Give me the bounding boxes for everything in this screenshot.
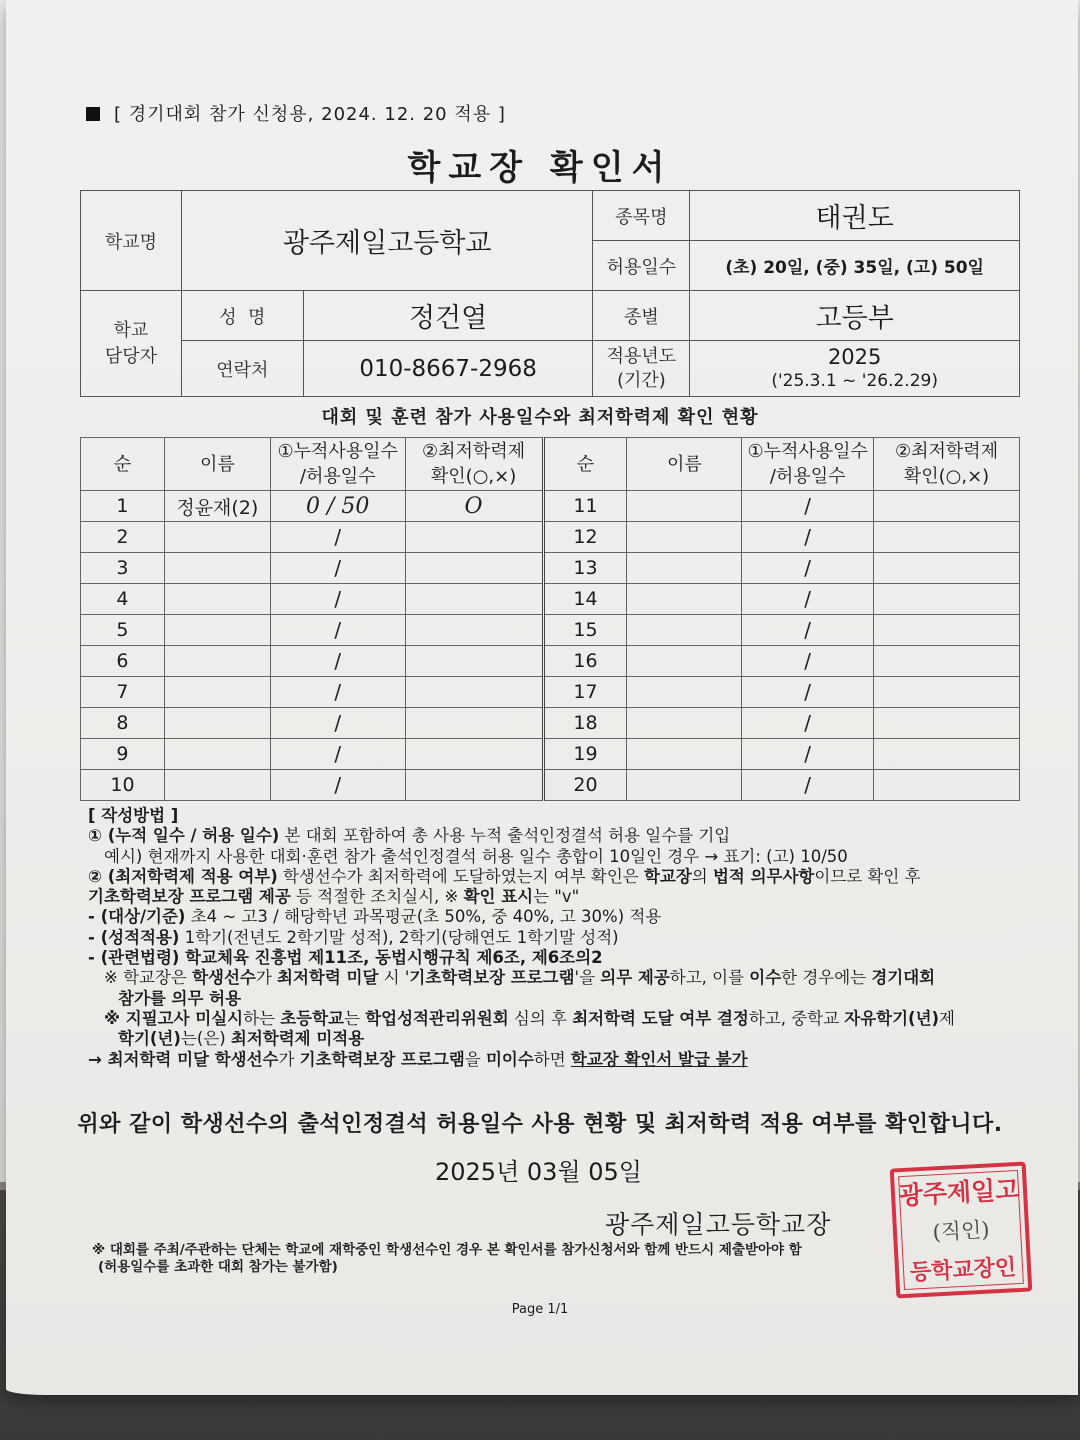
instruction-law	[88, 948, 1028, 968]
row-number: 10	[81, 770, 165, 801]
min-grade-check-right	[874, 553, 1020, 584]
col-header-no-right: 순	[543, 438, 627, 491]
instruction-term: 기초학력보장 프로그램 제공	[88, 887, 291, 907]
instruction-text: 등 적절한 조치실시, ※	[290, 887, 464, 907]
min-grade-check-right	[874, 770, 1020, 801]
student-name-right	[627, 739, 742, 770]
days-used: /	[270, 770, 405, 801]
days-used: /	[270, 584, 405, 615]
row-number-right: 17	[543, 677, 627, 708]
instruction-example: 예시) 현재까지 사용한 대회·훈련 참가 출석인정결석 허용 일수 총합이 10일인 경우 → 표기: (고) 10/50	[104, 846, 848, 866]
min-grade-check-right	[874, 615, 1020, 646]
student-name	[164, 646, 270, 677]
instruction-term: ② (최저학력제 적용 여부)	[88, 866, 278, 886]
instruction-text: 시 '	[378, 968, 410, 988]
row-number: 5	[81, 615, 165, 646]
student-name	[164, 770, 270, 801]
page-title: 학교장 확인서	[407, 148, 673, 188]
year-label: 적용년도 (기간)	[593, 341, 690, 397]
instruction-text: 가	[255, 968, 278, 988]
instructions-heading: [ 작성방법 ]	[88, 806, 179, 825]
min-grade-check-right	[874, 708, 1020, 739]
instruction-warning	[88, 1050, 1028, 1070]
instruction-term: ※ 지필고사 미실시	[104, 1008, 244, 1028]
instruction-text: 이므로 확인 후	[814, 866, 921, 886]
table-row	[81, 708, 1020, 739]
row-number-right: 16	[543, 646, 627, 677]
year-cell	[690, 341, 1020, 397]
name-label: 성 명	[181, 291, 303, 341]
instruction-text: 제	[939, 1008, 955, 1028]
student-name	[164, 522, 270, 553]
row-number-right: 18	[543, 708, 627, 739]
student-name-right	[627, 491, 742, 522]
min-grade-check-right	[874, 522, 1020, 553]
official-seal-stamp	[890, 1162, 1033, 1299]
footnote-line-2: (허용일수를 초과한 대회 참가는 불가함)	[98, 1259, 338, 1275]
min-grade-check-right	[874, 646, 1020, 677]
student-name-right	[627, 677, 742, 708]
days-used-right: /	[742, 615, 874, 646]
student-name-right	[627, 646, 742, 677]
days-used: 0 / 50	[270, 491, 405, 522]
instruction-term: 학교장	[643, 866, 692, 886]
header-note-text: [ 경기대회 참가 신청용, 2024. 12. 20 적용 ]	[114, 104, 506, 125]
division-value: 고등부	[690, 291, 1020, 341]
instruction-term: 기초학력보장 프로그램	[409, 968, 575, 988]
min-grade-check	[405, 708, 543, 739]
min-grade-check	[405, 522, 543, 553]
row-number-right: 14	[543, 584, 627, 615]
instruction-note-1	[88, 968, 1028, 988]
instruction-text: ※ 학교장	[104, 968, 171, 988]
row-number: 1	[81, 491, 165, 522]
row-number-right: 13	[543, 553, 627, 584]
min-grade-check	[405, 584, 543, 615]
min-grade-check	[405, 770, 543, 801]
instruction-term: 기초학력보장 프로그램	[299, 1049, 465, 1069]
instruction-term: 법적 의무사항	[712, 866, 815, 886]
instruction-line-3	[88, 887, 1028, 907]
instruction-term: 의무 제공	[600, 968, 670, 988]
allowed-days-label: 허용일수	[593, 241, 690, 291]
instruction-text: 는	[344, 1008, 366, 1028]
days-used: /	[270, 522, 405, 553]
instruction-target	[88, 907, 1028, 927]
instruction-term: 이수	[749, 968, 782, 988]
min-grade-check: O	[405, 491, 543, 522]
instruction-term: - (관련법령)	[88, 948, 180, 968]
min-grade-check-right	[874, 739, 1020, 770]
instruction-text: 한 경우에는	[781, 968, 872, 988]
days-used: /	[270, 646, 405, 677]
instruction-text: 을	[464, 1049, 486, 1069]
instruction-note-1-cont: 참가를 의무 허용	[118, 988, 242, 1008]
row-number: 7	[81, 677, 165, 708]
days-used: /	[270, 677, 405, 708]
instruction-note-2	[88, 1009, 1028, 1029]
instruction-term: 최저학력제 미적용	[230, 1029, 365, 1049]
table-header-row	[81, 438, 1020, 491]
col-header-check: ②최저학력제 확인(○,×)	[405, 438, 543, 491]
student-name	[164, 739, 270, 770]
event-value: 태권도	[690, 191, 1020, 241]
days-used-right: /	[742, 677, 874, 708]
min-grade-check-right	[874, 584, 1020, 615]
instruction-text: 은	[170, 968, 193, 988]
days-used-right: /	[742, 584, 874, 615]
principal-title: 광주제일고등학교장	[605, 1210, 832, 1239]
seal-text-top: 광주제일고	[897, 1174, 1021, 1211]
student-name-right	[627, 770, 742, 801]
instruction-term: 확인 표시	[463, 887, 534, 907]
row-number: 3	[81, 553, 165, 584]
instruction-term: 초등학교	[280, 1008, 344, 1028]
row-number-right: 19	[543, 739, 627, 770]
days-used: /	[270, 615, 405, 646]
header-note	[86, 100, 506, 126]
table-caption: 대회 및 훈련 참가 사용일수와 최저학력제 확인 현황	[321, 407, 759, 428]
days-used: /	[270, 553, 405, 584]
instruction-note-2-cont	[88, 1029, 1028, 1049]
min-grade-check-right	[874, 677, 1020, 708]
instruction-term: - (대상/기준)	[88, 907, 186, 927]
instruction-grades	[88, 928, 1028, 948]
instruction-text: 하고, 중학교	[748, 1008, 845, 1028]
instruction-term: 자유학기(년)	[844, 1008, 940, 1028]
row-number: 8	[81, 708, 165, 739]
footnote	[92, 1242, 802, 1276]
instruction-line-2	[88, 867, 1028, 887]
writing-instructions	[88, 806, 1028, 1070]
student-name: 정윤재(2)	[164, 491, 270, 522]
min-grade-check	[405, 646, 543, 677]
instruction-term: 학생선수	[192, 968, 256, 988]
min-grade-check	[405, 739, 543, 770]
col-header-days: ①누적사용일수 /허용일수	[270, 438, 405, 491]
days-used-right: /	[742, 708, 874, 739]
usage-table	[80, 437, 1020, 801]
instruction-text: 심의 후	[508, 1008, 573, 1028]
instruction-text: 의	[691, 866, 713, 886]
table-row	[81, 615, 1020, 646]
school-name: 광주제일고등학교	[181, 191, 593, 291]
table-row	[81, 584, 1020, 615]
row-number: 9	[81, 739, 165, 770]
division-label: 종별	[593, 291, 690, 341]
col-header-days-right: ①누적사용일수 /허용일수	[742, 438, 874, 491]
instruction-text: '을	[574, 968, 601, 988]
instruction-text: 하면	[533, 1049, 571, 1069]
instruction-term: 학기(년)	[118, 1029, 181, 1049]
seal-text-bottom: 등학교장인	[909, 1254, 1017, 1286]
table-row	[81, 553, 1020, 584]
days-used-right: /	[742, 522, 874, 553]
days-used-right: /	[742, 553, 874, 584]
row-number-right: 11	[543, 491, 627, 522]
student-name-right	[627, 708, 742, 739]
instruction-term: 최저학력 미달	[277, 968, 379, 988]
year-value: 2025	[827, 344, 882, 369]
instruction-text: 하고, 이를	[669, 968, 750, 988]
student-name	[164, 553, 270, 584]
student-name-right	[627, 522, 742, 553]
row-number: 6	[81, 646, 165, 677]
table-row	[81, 739, 1020, 770]
col-header-no: 순	[81, 438, 165, 491]
instruction-term: 경기대회	[871, 968, 936, 988]
instruction-term: 최저학력 도달 여부 결정	[572, 1008, 749, 1028]
student-name-right	[627, 553, 742, 584]
instruction-text: 는 "v"	[533, 887, 580, 907]
row-number-right: 12	[543, 522, 627, 553]
instruction-text: 하는	[243, 1008, 281, 1028]
student-name	[164, 708, 270, 739]
event-label: 종목명	[593, 191, 690, 241]
col-header-name-right: 이름	[627, 438, 742, 491]
school-label: 학교명	[81, 191, 182, 291]
instruction-text: 본 대회 포함하여 총 사용 누적 출석인정결석 허용 일수를 기입	[279, 826, 731, 846]
student-name-right	[627, 615, 742, 646]
table-row	[81, 646, 1020, 677]
instruction-term: 미이수	[485, 1049, 534, 1069]
student-name-right	[627, 584, 742, 615]
page-number: Page 1/1	[511, 1302, 569, 1317]
days-used-right: /	[742, 770, 874, 801]
table-row	[81, 677, 1020, 708]
col-header-check-right: ②최저학력제 확인(○,×)	[874, 438, 1020, 491]
table-row	[81, 522, 1020, 553]
min-grade-check	[405, 677, 543, 708]
student-name	[164, 677, 270, 708]
row-number: 4	[81, 584, 165, 615]
instruction-line-1	[88, 826, 1028, 846]
instruction-text: 학생선수가 최저학력에 도달하였는지 여부 확인은	[277, 866, 644, 886]
instruction-term: 학교체육 진흥법 제11조, 동법시행규칙 제6조, 제6조의2	[179, 948, 603, 968]
table-body	[81, 491, 1020, 801]
seal-text-middle: (직인)	[931, 1217, 991, 1245]
info-table	[80, 190, 1020, 397]
days-used: /	[270, 708, 405, 739]
instruction-text: 가	[278, 1049, 300, 1069]
min-grade-check-right	[874, 491, 1020, 522]
col-header-name: 이름	[164, 438, 270, 491]
issue-date: 2025년 03월 05일	[435, 1158, 642, 1186]
table-row	[81, 491, 1020, 522]
instruction-term: 학업성적관리위원회	[365, 1008, 509, 1028]
row-number-right: 15	[543, 615, 627, 646]
min-grade-check	[405, 615, 543, 646]
footnote-line-1: ※ 대회를 주최/주관하는 단체는 학교에 재학중인 학생선수인 경우 본 확인서를 참가신청서와 함께 반드시 제출받아야 함	[92, 1242, 802, 1258]
days-used: /	[270, 739, 405, 770]
instruction-text: 초4 ~ 고3 / 해당학년 과목평균(초 50%, 중 40%, 고 30%) 적용	[185, 907, 662, 927]
confirmation-statement: 위와 같이 학생선수의 출석인정결석 허용일수 사용 현황 및 최저학력 적용 여부를 확인합니다.	[77, 1112, 1003, 1137]
days-used-right: /	[742, 646, 874, 677]
instruction-term: 학교장 확인서 발급 불가	[570, 1049, 748, 1069]
period-value: ('25.3.1 ~ '26.2.29)	[771, 370, 938, 391]
square-bullet-icon	[86, 107, 100, 121]
instruction-term: → 최저학력 미달 학생선수	[88, 1049, 279, 1069]
table-row	[81, 770, 1020, 801]
instruction-term: ① (누적 일수 / 허용 일수)	[88, 826, 280, 846]
student-name	[164, 584, 270, 615]
min-grade-check	[405, 553, 543, 584]
allowed-days-value: (초) 20일, (중) 35일, (고) 50일	[690, 241, 1020, 291]
phone-label: 연락처	[181, 341, 303, 397]
instruction-term: - (성적적용)	[88, 927, 180, 947]
days-used-right: /	[742, 739, 874, 770]
student-name	[164, 615, 270, 646]
days-used-right: /	[742, 491, 874, 522]
contact-label: 학교 담당자	[81, 291, 182, 397]
row-number-right: 20	[543, 770, 627, 801]
instruction-text: 1학기(전년도 2학기말 성적), 2학기(당해연도 1학기말 성적)	[179, 927, 619, 947]
phone-value: 010-8667-2968	[303, 341, 593, 397]
row-number: 2	[81, 522, 165, 553]
instruction-text: 는(은)	[180, 1029, 231, 1049]
name-value: 정건열	[303, 291, 593, 341]
